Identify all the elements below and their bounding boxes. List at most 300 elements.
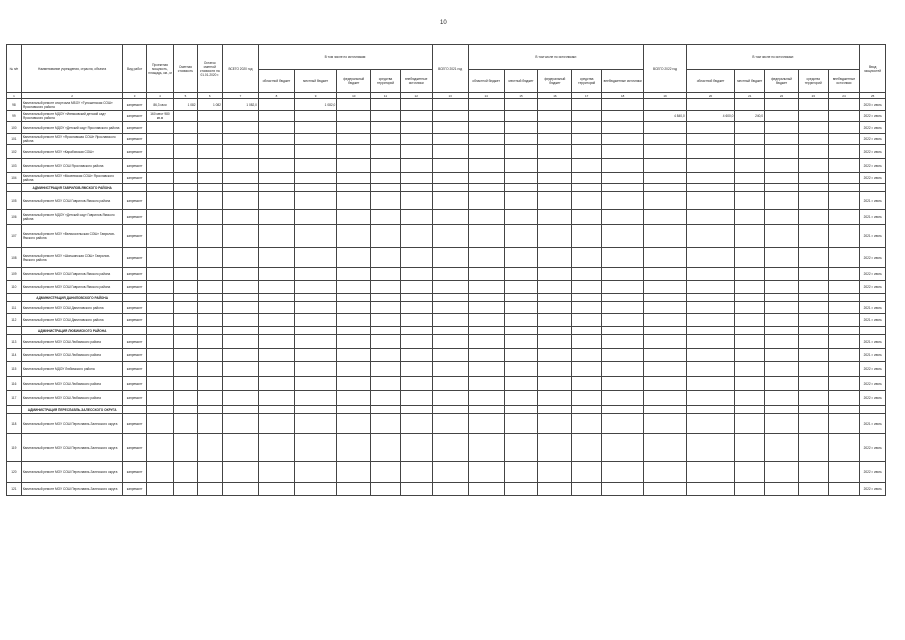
cell-value xyxy=(828,462,860,483)
cell-deadline: 2021 г. июль xyxy=(860,192,886,210)
cell-remaining xyxy=(197,414,222,434)
cell-value xyxy=(432,145,468,159)
cell-estimate: 1 082 xyxy=(174,99,197,111)
cell-value xyxy=(538,349,572,362)
cell-value xyxy=(294,281,336,294)
cell-value xyxy=(504,462,538,483)
cell-value xyxy=(798,483,828,496)
cell-value xyxy=(258,122,294,134)
cell-value xyxy=(504,122,538,134)
cell-value xyxy=(735,192,765,210)
table-row xyxy=(7,145,886,159)
cell-value xyxy=(400,281,432,294)
header-src: внебюджетные источники xyxy=(400,70,432,93)
cell-value xyxy=(828,391,860,406)
table-row xyxy=(7,173,886,184)
cell-value xyxy=(828,134,860,145)
cell-value xyxy=(572,268,602,281)
cell-value xyxy=(468,159,504,173)
cell-value xyxy=(222,406,258,414)
column-number: 12 xyxy=(400,93,432,99)
cell-value xyxy=(602,327,644,335)
cell-value xyxy=(337,122,371,134)
cell-value xyxy=(222,134,258,145)
cell-value xyxy=(602,134,644,145)
cell-type: капремонт xyxy=(123,173,146,184)
cell-value xyxy=(572,462,602,483)
cell-value xyxy=(686,302,735,314)
cell-value xyxy=(644,294,686,302)
cell-deadline: 2022 г. июль xyxy=(860,268,886,281)
cell-estimate xyxy=(174,268,197,281)
cell-value xyxy=(504,173,538,184)
cell-value xyxy=(644,434,686,462)
header-src: средства территорий xyxy=(572,70,602,93)
cell-type: капремонт xyxy=(123,362,146,377)
cell-estimate xyxy=(174,406,197,414)
cell-value xyxy=(798,134,828,145)
cell-value xyxy=(572,173,602,184)
cell-value xyxy=(572,362,602,377)
cell-value xyxy=(765,391,799,406)
column-number: 5 xyxy=(174,93,197,99)
cell-value xyxy=(432,248,468,268)
column-number: 4 xyxy=(146,93,174,99)
header-estimate: Сметная стоимость xyxy=(174,45,197,93)
column-number: 23 xyxy=(798,93,828,99)
cell-value xyxy=(258,192,294,210)
cell-value xyxy=(258,248,294,268)
cell-value xyxy=(222,391,258,406)
table-row xyxy=(7,99,886,111)
cell-value xyxy=(686,268,735,281)
cell-value xyxy=(602,122,644,134)
cell-value xyxy=(828,327,860,335)
cell-type: капремонт xyxy=(123,414,146,434)
cell-value xyxy=(538,362,572,377)
cell-value xyxy=(735,99,765,111)
header-sources-2020: В том числе по источникам: xyxy=(258,45,432,70)
cell-deadline: 2022 г. июль xyxy=(860,111,886,122)
cell-deadline: 2021 г. июль xyxy=(860,314,886,327)
cell-value xyxy=(538,391,572,406)
cell-value xyxy=(572,434,602,462)
cell-value xyxy=(337,99,371,111)
cell-value xyxy=(400,434,432,462)
cell-value xyxy=(294,483,336,496)
table-row xyxy=(7,414,886,434)
cell-deadline: 2021 г. июль xyxy=(860,349,886,362)
header-sources-2022: В том числе по источникам: xyxy=(686,45,860,70)
cell-value xyxy=(765,111,799,122)
cell-value xyxy=(222,434,258,462)
cell-estimate xyxy=(174,302,197,314)
cell-value xyxy=(765,377,799,391)
cell-value xyxy=(337,248,371,268)
cell-estimate xyxy=(174,377,197,391)
column-number: 18 xyxy=(602,93,644,99)
cell-value xyxy=(644,173,686,184)
cell-remaining xyxy=(197,210,222,225)
cell-value xyxy=(432,314,468,327)
cell-value xyxy=(294,349,336,362)
cell-value xyxy=(294,294,336,302)
cell-value xyxy=(686,281,735,294)
header-src: средства территорий xyxy=(798,70,828,93)
cell-value xyxy=(602,268,644,281)
cell-value xyxy=(572,327,602,335)
cell-value xyxy=(432,327,468,335)
cell-value xyxy=(504,362,538,377)
cell-num: 100 xyxy=(7,122,22,134)
cell-value xyxy=(735,314,765,327)
cell-value xyxy=(735,159,765,173)
cell-num: 119 xyxy=(7,434,22,462)
cell-value xyxy=(644,406,686,414)
cell-name: Капитальный ремонт МОУ СОШ Гаврилов-Ямского района xyxy=(21,281,123,294)
cell-type xyxy=(123,406,146,414)
cell-value xyxy=(765,159,799,173)
cell-value: 4 840,0 xyxy=(644,111,686,122)
cell-num: 121 xyxy=(7,483,22,496)
cell-capacity xyxy=(146,462,174,483)
cell-value xyxy=(258,483,294,496)
cell-value xyxy=(828,192,860,210)
cell-value xyxy=(258,99,294,111)
column-number: 7 xyxy=(222,93,258,99)
cell-value xyxy=(602,111,644,122)
cell-value xyxy=(538,434,572,462)
cell-value xyxy=(765,314,799,327)
cell-value xyxy=(432,434,468,462)
cell-value xyxy=(468,192,504,210)
cell-value xyxy=(572,335,602,349)
cell-value xyxy=(602,192,644,210)
cell-value xyxy=(686,122,735,134)
cell-deadline: 2022 г. июль xyxy=(860,122,886,134)
cell-value xyxy=(538,327,572,335)
cell-value xyxy=(765,483,799,496)
group-row xyxy=(7,406,886,414)
cell-capacity xyxy=(146,173,174,184)
cell-value xyxy=(765,268,799,281)
cell-value xyxy=(504,248,538,268)
table-row xyxy=(7,302,886,314)
cell-capacity xyxy=(146,362,174,377)
cell-capacity xyxy=(146,349,174,362)
cell-value xyxy=(294,210,336,225)
cell-value xyxy=(222,248,258,268)
cell-estimate xyxy=(174,225,197,248)
cell-value xyxy=(337,483,371,496)
cell-value xyxy=(686,391,735,406)
cell-value xyxy=(572,349,602,362)
column-number: 1 xyxy=(7,93,22,99)
cell-value xyxy=(765,184,799,192)
cell-value xyxy=(371,434,401,462)
cell-value xyxy=(468,225,504,248)
cell-value xyxy=(504,414,538,434)
cell-name: Капитальный ремонт МОУ «Великосельская СОШ» Гаврилов-Ямского района xyxy=(21,225,123,248)
cell-value xyxy=(735,327,765,335)
header-src: областной бюджет xyxy=(686,70,735,93)
cell-name: Капитальный ремонт МДОУ «Ивняковский детский сад» Ярославского района xyxy=(21,111,123,122)
cell-value xyxy=(337,134,371,145)
column-number: 25 xyxy=(860,93,886,99)
cell-value xyxy=(337,281,371,294)
cell-value xyxy=(222,210,258,225)
cell-estimate xyxy=(174,111,197,122)
cell-value xyxy=(735,462,765,483)
cell-value xyxy=(294,434,336,462)
cell-num: 114 xyxy=(7,349,22,362)
cell-value xyxy=(468,302,504,314)
cell-num: 113 xyxy=(7,335,22,349)
cell-value xyxy=(504,314,538,327)
header-capacity: Проектная мощность, площадь, км., м xyxy=(146,45,174,93)
cell-value xyxy=(765,173,799,184)
cell-capacity xyxy=(146,281,174,294)
table-row xyxy=(7,314,886,327)
cell-value xyxy=(538,268,572,281)
cell-value xyxy=(258,302,294,314)
cell-value xyxy=(644,122,686,134)
cell-deadline: 2022 г. июль xyxy=(860,134,886,145)
cell-value xyxy=(602,159,644,173)
cell-value xyxy=(572,302,602,314)
cell-value xyxy=(735,184,765,192)
cell-value: 4 600,0 xyxy=(686,111,735,122)
cell-deadline: 2022 г. июль xyxy=(860,145,886,159)
table-row xyxy=(7,248,886,268)
cell-num: 117 xyxy=(7,391,22,406)
cell-value xyxy=(468,362,504,377)
cell-capacity xyxy=(146,145,174,159)
cell-value xyxy=(504,111,538,122)
cell-value xyxy=(538,122,572,134)
cell-remaining xyxy=(197,134,222,145)
cell-value xyxy=(222,349,258,362)
cell-value xyxy=(294,406,336,414)
cell-value xyxy=(735,362,765,377)
cell-value xyxy=(432,406,468,414)
cell-type: капремонт xyxy=(123,434,146,462)
cell-value xyxy=(337,173,371,184)
cell-value xyxy=(371,225,401,248)
cell-value xyxy=(765,462,799,483)
cell-value xyxy=(222,192,258,210)
cell-value xyxy=(504,391,538,406)
cell-value xyxy=(686,225,735,248)
header-src: областной бюджет xyxy=(258,70,294,93)
cell-value xyxy=(468,111,504,122)
cell-name: Капитальный ремонт МОУ СОШ Переславль-Залесского округа xyxy=(21,414,123,434)
cell-value xyxy=(735,335,765,349)
cell-value xyxy=(258,462,294,483)
group-title: АДМИНИСТРАЦИЯ ДАНИЛОВСКОГО РАЙОНА xyxy=(21,294,123,302)
cell-value xyxy=(294,111,336,122)
cell-value xyxy=(644,159,686,173)
cell-value xyxy=(371,327,401,335)
cell-value xyxy=(294,314,336,327)
cell-value xyxy=(371,314,401,327)
table-row xyxy=(7,335,886,349)
cell-value xyxy=(504,406,538,414)
cell-value xyxy=(222,462,258,483)
cell-value xyxy=(222,294,258,302)
cell-value xyxy=(798,391,828,406)
cell-value xyxy=(258,225,294,248)
cell-value xyxy=(572,184,602,192)
cell-value xyxy=(371,335,401,349)
table-row xyxy=(7,111,886,122)
cell-value xyxy=(765,362,799,377)
cell-value xyxy=(602,210,644,225)
cell-type: капремонт xyxy=(123,248,146,268)
cell-num: 106 xyxy=(7,210,22,225)
cell-value xyxy=(222,327,258,335)
cell-value xyxy=(400,210,432,225)
cell-value xyxy=(644,362,686,377)
cell-num: 112 xyxy=(7,314,22,327)
cell-capacity xyxy=(146,192,174,210)
group-title: АДМИНИСТРАЦИЯ ГАВРИЛОВ-ЯМСКОГО РАЙОНА xyxy=(21,184,123,192)
cell-value xyxy=(572,248,602,268)
cell-value xyxy=(602,145,644,159)
cell-value xyxy=(294,327,336,335)
cell-deadline xyxy=(860,406,886,414)
cell-value xyxy=(538,294,572,302)
cell-value xyxy=(258,210,294,225)
cell-value xyxy=(258,159,294,173)
cell-type: капремонт xyxy=(123,281,146,294)
cell-value xyxy=(538,302,572,314)
cell-value xyxy=(538,225,572,248)
column-number: 17 xyxy=(572,93,602,99)
cell-value xyxy=(602,349,644,362)
cell-value xyxy=(400,159,432,173)
cell-value xyxy=(798,268,828,281)
cell-estimate xyxy=(174,362,197,377)
cell-value xyxy=(468,327,504,335)
cell-value xyxy=(371,377,401,391)
cell-value xyxy=(222,302,258,314)
cell-value xyxy=(735,434,765,462)
cell-deadline: 2022 г. июль xyxy=(860,462,886,483)
cell-estimate xyxy=(174,184,197,192)
cell-value xyxy=(735,210,765,225)
cell-value xyxy=(798,159,828,173)
cell-value xyxy=(400,414,432,434)
cell-value xyxy=(686,362,735,377)
cell-value xyxy=(400,362,432,377)
cell-value xyxy=(294,145,336,159)
cell-value xyxy=(602,314,644,327)
cell-value xyxy=(294,134,336,145)
cell-type: капремонт xyxy=(123,302,146,314)
cell-value xyxy=(602,391,644,406)
cell-capacity xyxy=(146,210,174,225)
table-row xyxy=(7,134,886,145)
cell-remaining xyxy=(197,294,222,302)
cell-value xyxy=(371,362,401,377)
cell-value xyxy=(602,462,644,483)
cell-value xyxy=(538,173,572,184)
cell-value xyxy=(468,145,504,159)
cell-value xyxy=(798,434,828,462)
cell-remaining xyxy=(197,111,222,122)
cell-deadline: 2022 г. июль xyxy=(860,483,886,496)
cell-value xyxy=(572,122,602,134)
cell-value xyxy=(828,173,860,184)
cell-value xyxy=(371,159,401,173)
cell-value xyxy=(294,268,336,281)
cell-value xyxy=(468,349,504,362)
cell-value xyxy=(798,294,828,302)
cell-value xyxy=(294,173,336,184)
column-number: 15 xyxy=(504,93,538,99)
cell-value xyxy=(504,225,538,248)
page-number: 10 xyxy=(440,20,447,26)
cell-value xyxy=(572,314,602,327)
cell-value xyxy=(504,349,538,362)
cell-remaining xyxy=(197,145,222,159)
cell-value xyxy=(222,281,258,294)
cell-value xyxy=(828,414,860,434)
cell-num: 105 xyxy=(7,192,22,210)
cell-value xyxy=(828,335,860,349)
cell-type: капремонт xyxy=(123,483,146,496)
cell-value xyxy=(798,192,828,210)
cell-estimate xyxy=(174,462,197,483)
cell-deadline: 2021 г. июль xyxy=(860,414,886,434)
cell-value xyxy=(735,406,765,414)
cell-deadline xyxy=(860,327,886,335)
cell-name: Капитальный ремонт МОУ СОШ Любимского района xyxy=(21,349,123,362)
cell-value xyxy=(798,327,828,335)
cell-value xyxy=(432,483,468,496)
cell-estimate xyxy=(174,434,197,462)
cell-type xyxy=(123,184,146,192)
cell-value xyxy=(294,248,336,268)
cell-value xyxy=(798,302,828,314)
column-number: 22 xyxy=(765,93,799,99)
cell-capacity xyxy=(146,434,174,462)
cell-remaining xyxy=(197,302,222,314)
cell-value xyxy=(337,349,371,362)
cell-value xyxy=(258,406,294,414)
cell-value xyxy=(371,391,401,406)
cell-remaining xyxy=(197,173,222,184)
cell-value xyxy=(337,462,371,483)
cell-value xyxy=(432,349,468,362)
cell-value xyxy=(798,362,828,377)
cell-value xyxy=(686,173,735,184)
cell-remaining xyxy=(197,349,222,362)
cell-value xyxy=(258,294,294,302)
cell-value xyxy=(337,294,371,302)
cell-deadline: 2022 г. июль xyxy=(860,434,886,462)
cell-value xyxy=(686,192,735,210)
cell-remaining xyxy=(197,122,222,134)
cell-value xyxy=(538,281,572,294)
cell-capacity xyxy=(146,327,174,335)
cell-value xyxy=(294,122,336,134)
cell-remaining xyxy=(197,225,222,248)
cell-value xyxy=(686,184,735,192)
cell-estimate xyxy=(174,173,197,184)
cell-value xyxy=(572,192,602,210)
